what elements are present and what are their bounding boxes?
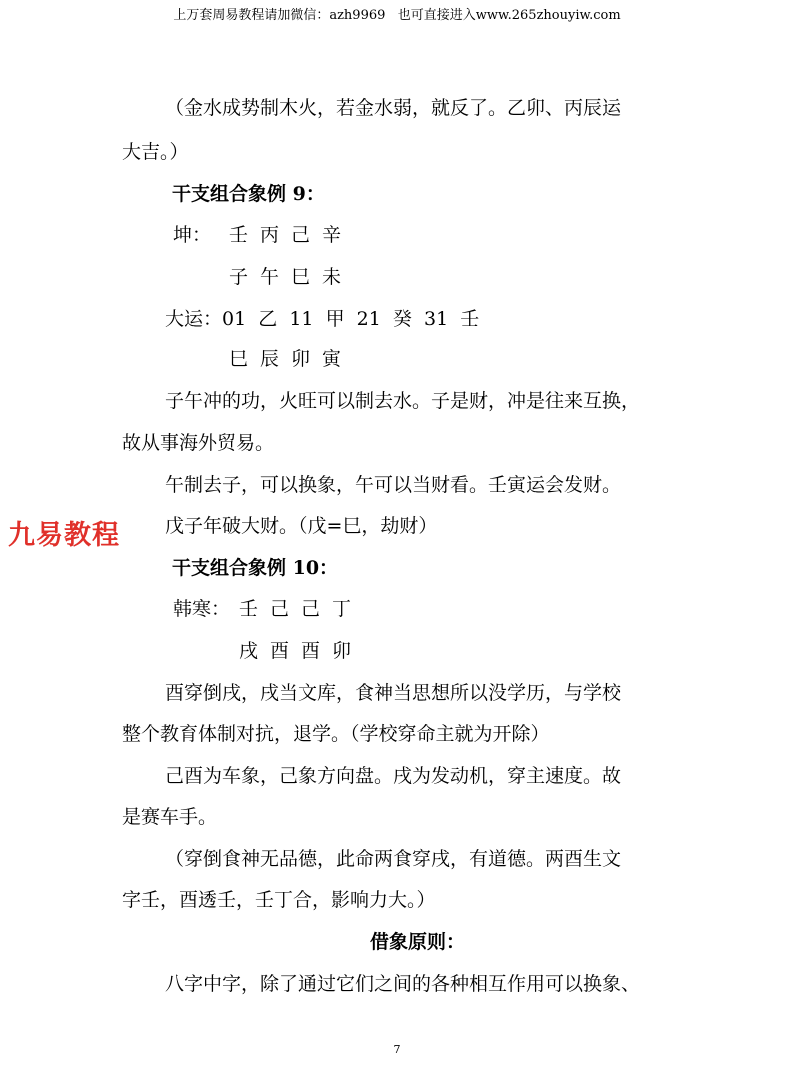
chart-label: 韩寒： xyxy=(173,598,231,620)
branch: 子 xyxy=(229,266,249,288)
stem: 丙 xyxy=(260,224,280,246)
text-line: 整个教育体制对抗，退学。（学校穿命主就为开除） xyxy=(122,723,550,745)
text-line: 大吉。） xyxy=(122,141,189,163)
branch: 酉 xyxy=(301,640,321,662)
branch: 午 xyxy=(260,266,280,288)
heavenly-stems-row xyxy=(229,223,353,247)
branch: 未 xyxy=(322,266,342,288)
stem: 丁 xyxy=(332,598,352,620)
luck-branches-row xyxy=(229,347,353,371)
page-header: 上万套周易教程请加微信：azh9969 也可直接进入www.265zhouyiw.com xyxy=(173,8,621,23)
text-line: 字壬，酉透壬，壬丁合，影响力大。） xyxy=(122,889,436,911)
stem: 己 xyxy=(291,224,311,246)
stem: 壬 xyxy=(229,224,249,246)
branch: 卯 xyxy=(332,640,352,662)
branch: 巳 xyxy=(229,348,249,370)
section-heading: 干支组合象例 10： xyxy=(172,557,339,579)
page-number: 7 xyxy=(393,1043,401,1056)
section-heading: 干支组合象例 9： xyxy=(172,183,325,205)
earthly-branches-row xyxy=(239,639,363,663)
branch: 巳 xyxy=(291,266,311,288)
text-line: 是赛车手。 xyxy=(122,806,218,828)
branch: 戌 xyxy=(239,640,259,662)
branch: 酉 xyxy=(270,640,290,662)
section-heading: 借象原则： xyxy=(370,931,466,953)
stem: 己 xyxy=(270,598,290,620)
watermark-logo: 九易教程 xyxy=(8,520,120,551)
text-line: 己酉为车象，己象方向盘。戌为发动机，穿主速度。故 xyxy=(165,765,622,787)
luck-cycle-line: 大运：01 乙 11 甲 21 癸 31 壬 xyxy=(165,308,480,330)
chart-label: 坤： xyxy=(173,224,212,246)
text-line: 子午冲的功，火旺可以制去水。子是财，冲是往来互换， xyxy=(165,390,641,412)
branch: 辰 xyxy=(260,348,280,370)
text-line: 午制去子，可以换象，午可以当财看。壬寅运会发财。 xyxy=(165,474,622,496)
text-line: 故从事海外贸易。 xyxy=(122,432,275,454)
branch: 寅 xyxy=(322,348,342,370)
text-line: （金水成势制木火，若金水弱，就反了。乙卯、丙辰运 xyxy=(165,97,622,119)
text-line: 戊子年破大财。（戊=巳，劫财） xyxy=(165,515,438,537)
branch: 卯 xyxy=(291,348,311,370)
text-line: 八字中字，除了通过它们之间的各种相互作用可以换象、 xyxy=(165,973,641,995)
earthly-branches-row xyxy=(229,265,353,289)
heavenly-stems-row xyxy=(239,597,363,621)
text-line: （穿倒食神无品德，此命两食穿戌，有道德。两酉生文 xyxy=(165,848,622,870)
stem: 辛 xyxy=(322,224,342,246)
stem: 己 xyxy=(301,598,321,620)
text-line: 酉穿倒戌，戌当文库，食神当思想所以没学历，与学校 xyxy=(165,682,622,704)
stem: 壬 xyxy=(239,598,259,620)
